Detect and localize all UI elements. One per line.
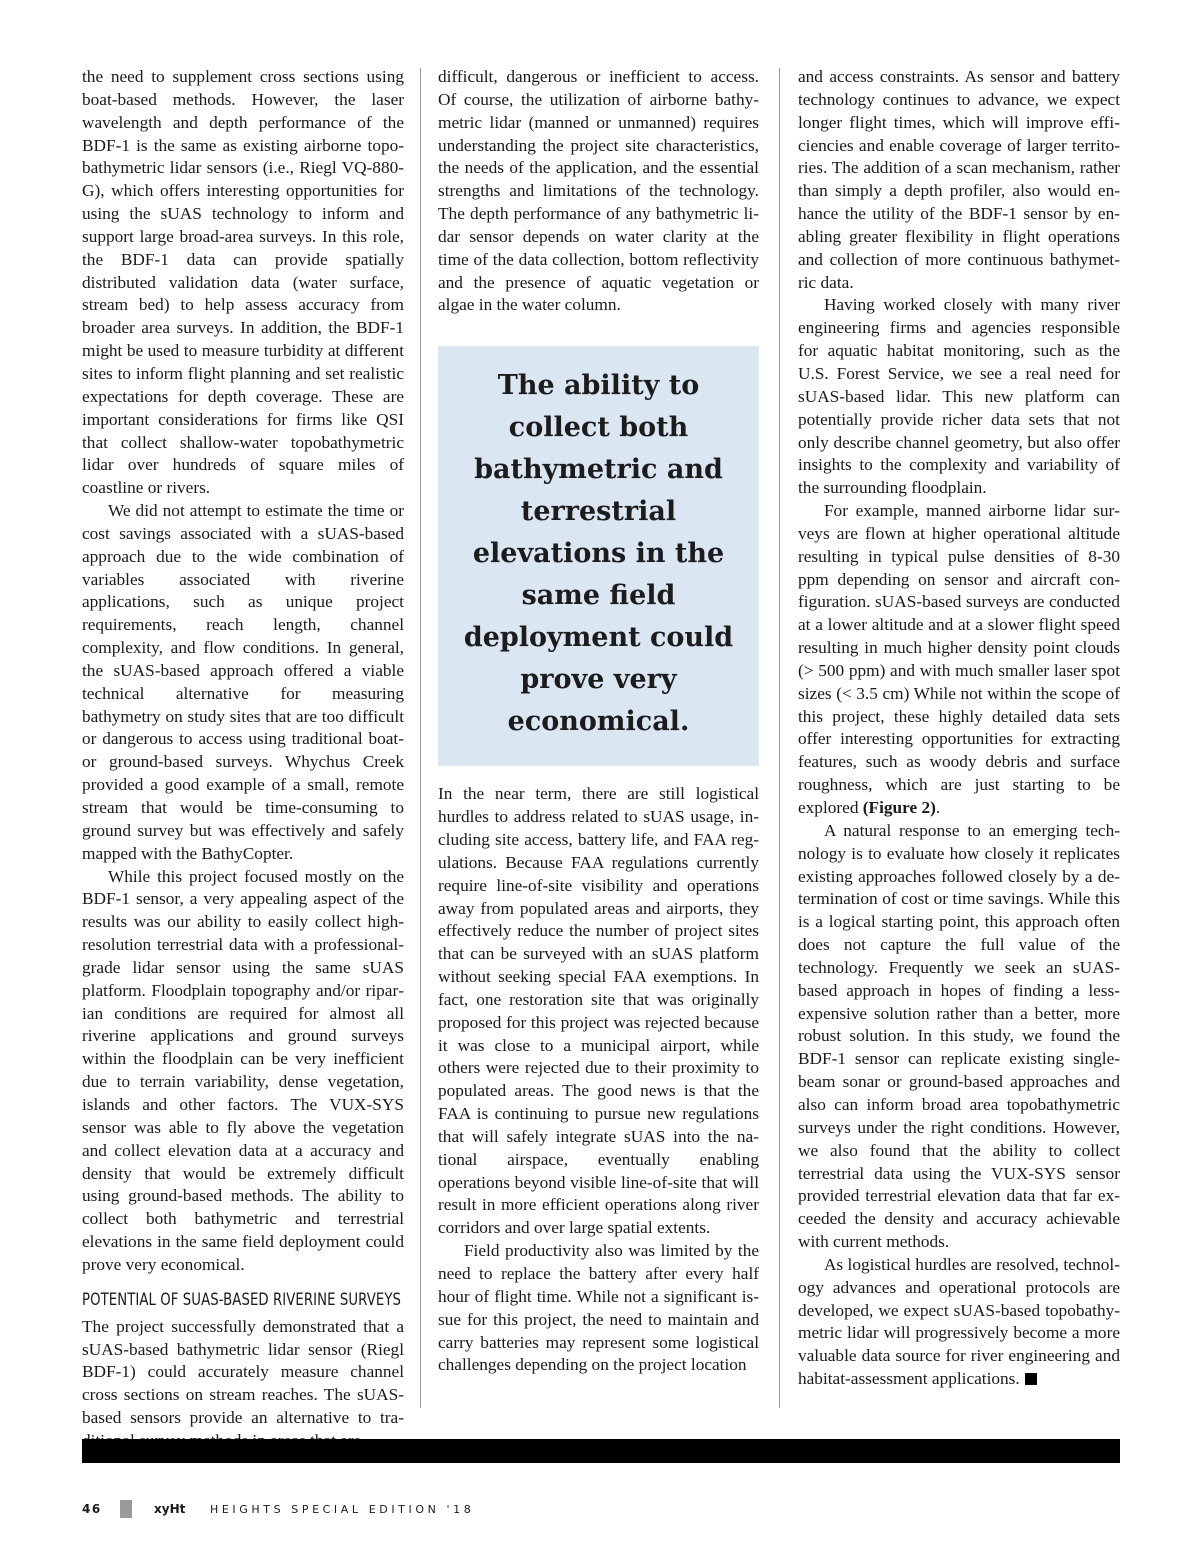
footer-divider-block xyxy=(120,1500,132,1518)
pull-quote-box xyxy=(438,346,759,766)
paragraph: difficult, dangerous or inefficient to access. Of course, the utilization of airborne bathymetric lidar (manned or unmanned) requires understanding the project site characteristics, the needs of the application, and the essential strengths and limitations of the technology. The depth performance of any bathymetric lidar sensor depends on water clarity at the time of the data collection, bottom reflectivity and the presence of aquatic vegetation or algae in the water column. xyxy=(438,67,759,315)
paragraph: Field productivity also was limited by the need to replace the battery after every half hour of flight time. While not a significant issue for this project, the need to maintain and carry batteries may represent some logistical challenges depending on the project location xyxy=(438,1241,759,1375)
paragraph: The project successfully demonstrated that a sUAS-based bathymetric lidar sensor (Riegl BDF-1) could accurately measure channel cross sections on stream reaches. The sUAS-based sensors provide an alternative to tra xyxy=(82,1316,404,1428)
paragraph-text: For example, manned airborne lidar surveys are flown at higher operational altitude resulting in typical pulse densities of 8-30 ppm depending on sensor and aircraft configuration. sUAS-based surveys are conducted at a lower altitude and at a slower flight speed resulting in much higher density point clouds (> 500 ppm) and with much smaller laser spot sizes (< 3.5 cm) While not within the scope of this project, these highly detailed data sets offer interesting opportunities for extracting features, such as woody debris and surface roughness, which are just starting to be explored xyxy=(798,501,1120,817)
edition-label: HEIGHTS SPECIAL EDITION '18 xyxy=(210,1503,475,1516)
paragraph-text: As logistical hurdles are resolved, technology advances and operational protocols are developed, we expect sUAS-based topobathymetric lidar will progressively become a more valuable data source for river engineering and habitat-assessment applications. xyxy=(798,1254,1120,1389)
paragraph xyxy=(798,1254,1120,1391)
paragraph xyxy=(798,500,1120,820)
figure-reference: (Figure 2) xyxy=(862,798,936,817)
pull-quote-text: The ability to collect both bathymetric and terrestrial elevations in the same field deployment could prove very economical. xyxy=(463,370,734,737)
paragraph: the need to supplement cross sections using boat-based methods. However, the laser wavelength and depth performance of the BDF-1 is the same as existing airborne topo-bathymetric lidar sensors (i.e., Riegl VQ-880-G), which offers interesting opportunities for using the sUAS technology to inform and support large broad-area surveys. In this role, the BDF-1 data can provide spatially distributed validation data (water surface, stream bed) to help assess accuracy from broader area surveys. In addition, the BDF-1 might be used to measure turbidity at different sites to inform flight planning and set realistic expectations for depth coverage. These are important considerations for firms like QSI that collect shallow-water topobathymetric lidar over hundreds of square miles of coastline or rivers. xyxy=(82,67,404,498)
paragraph-end: . xyxy=(935,798,941,817)
page-number: 46 xyxy=(82,1502,102,1516)
footer-bar xyxy=(82,1439,1120,1463)
article-column-1 xyxy=(82,66,404,1428)
end-of-article-mark xyxy=(1025,1373,1037,1385)
paragraph: and access constraints. As sensor and battery technology continues to advance, we expect longer flight times, which will improve efficiencies and enable coverage of larger territories. The addition of a scan mechanism, rather than simply a depth profiler, also would enhance the utility of the BDF-1 sensor by enabling greater flexibility in flight operations and collection of more continuous bathymetric data. xyxy=(798,67,1120,292)
publication-logo: xyHt xyxy=(154,1502,186,1516)
paragraph: While this project focused mostly on the BDF-1 sensor, a very appealing aspect of the results was our ability to easily collect high-resolution terrestrial data with a professional-grade lidar sensor using the same sUAS platform. Floodplain topography and/or riparian conditions are required for almost all riverine applications and ground surveys within the floodplain can be very inefficient due to terrain variability, dense vegetation, islands and other factors. The VUX-SYS sensor was able to fly above the vegetation and collect elevation data at a accuracy and density that would be extremely difficult using ground-based methods. The ability to collect both bathymetric and terrestrial elevations in the same field deployment could prove very economical. xyxy=(82,866,404,1274)
paragraph: Having worked closely with many river engineering firms and agencies responsible for aquatic habitat monitoring, such as the U.S. Forest Service, we see a real need for sUAS-based lidar. This new platform can potentially provide richer data sets that not only describe channel geometry, but also offer insights to the complexity and variability of the surrounding floodplain. xyxy=(798,295,1120,498)
paragraph: A natural response to an emerging technology is to evaluate how closely it replicates existing approaches followed closely by a determination of cost or time savings. While this is a logical starting point, this approach often does not capture the full value of the technology. Frequently we seek an sUAS-based approach in hopes of finding a less-expensive solution rather than a better, more robust solution. In this study, we found the BDF-1 sensor can replicate existing single-beam sonar or ground-based approaches and also can inform broad area topobathymetric surveys under the right conditions. However, we also found that the ability to collect terrestrial data using the VUX-SYS sensor provided terrestrial elevation data that far exceeded the density and accuracy achievable with current methods. xyxy=(798,820,1120,1252)
column-divider-2 xyxy=(779,68,780,1408)
section-heading: POTENTIAL OF SUAS-BASED RIVERINE SURVEYS xyxy=(82,1289,402,1310)
paragraph: In the near term, there are still logistical hurdles to address related to sUAS usage, including site access, battery life, and FAA regulations. Because FAA regulations currently require line-of-site visibility and operations away from populated areas and airports, they effectively reduce the number of project sites that can be surveyed with an sUAS platform without seeking special FAA exemptions. In fact, one restoration site that was originally proposed for this project was rejected because it was close to a municipal airport, while others were rejected due to their proximity to populated areas. The good news is that the FAA is continuing to pursue new regulations that will safely integrate sUAS into the national airspace, eventually enabling operations beyond visible line-of-site that will result in more efficient operations along river corridors and over large spatial extents. xyxy=(438,784,759,1238)
column-divider-1 xyxy=(420,68,421,1408)
paragraph: We did not attempt to estimate the time or cost savings associated with a sUAS-based approach due to the wide combination of variables associated with riverine applications, such as unique project requirements, reach length, channel complexity, and flow conditions. In general, the sUAS-based approach offered a viable technical alternative for measuring bathymetry on study sites that are too difficult or dangerous to access using traditional boat- or ground-based surveys. Whychus Creek provided a good example of a small, remote stream that would be time-consuming to ground survey but was effectively and safely mapped with the BathyCopter. xyxy=(82,501,404,863)
article-column-3 xyxy=(798,66,1120,1406)
